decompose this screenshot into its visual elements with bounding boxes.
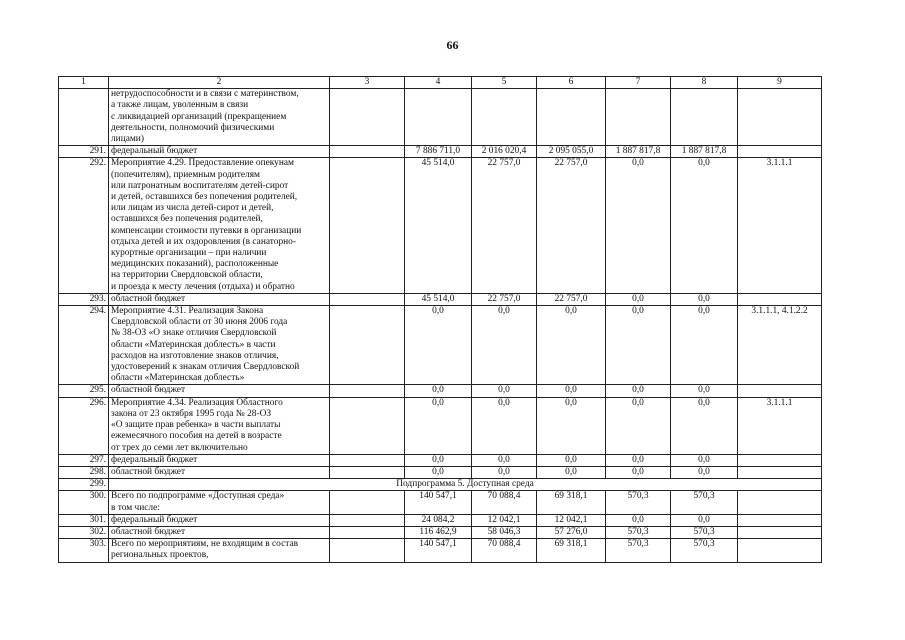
cell-c6: 0,0 [537, 397, 606, 454]
description-line: в том числе: [111, 502, 160, 513]
item-description [109, 146, 330, 158]
cell-c3 [330, 491, 405, 514]
description-line: закона от 23 октября 1995 года № 28-ОЗ [111, 408, 272, 419]
cell-c9 [738, 491, 822, 514]
cell-c6: 69 318,1 [537, 491, 606, 514]
description-line: компенсации стоимости путевки в организации [111, 225, 302, 236]
row-number: 302. [59, 526, 109, 538]
table-row [59, 466, 822, 478]
description-line: Мероприятие 4.34. Реализация Областного [111, 397, 283, 408]
cell-c4: 140 547,1 [405, 491, 472, 514]
description-line: или лицам из числа детей-сирот и детей, [111, 203, 274, 214]
description-line: деятельности, полномочий физическими [111, 122, 275, 133]
item-description [109, 539, 330, 562]
table-row [59, 539, 822, 562]
column-header: 5 [472, 77, 537, 89]
cell-c4: 0,0 [405, 397, 472, 454]
cell-c8: 0,0 [671, 158, 738, 293]
cell-c8: 0,0 [671, 385, 738, 397]
item-description [109, 526, 330, 538]
row-number: 291. [59, 146, 109, 158]
cell-c5: 70 088,4 [472, 539, 537, 562]
cell-c9 [738, 146, 822, 158]
cell-c5: 0,0 [472, 466, 537, 478]
table-row [59, 158, 822, 293]
cell-c7: 570,3 [606, 491, 671, 514]
table-row [59, 385, 822, 397]
cell-c6: 0,0 [537, 454, 606, 466]
cell-c4: 0,0 [405, 306, 472, 385]
description-line: отдыха детей и их оздоровления (в санаторно- [111, 236, 296, 247]
description-line: Мероприятие 4.29. Предоставление опекунам [111, 158, 294, 169]
row-number: 301. [59, 514, 109, 526]
description-line: нетрудоспособности и в связи с материнством, [111, 89, 299, 100]
cell-c9: 3.1.1.1 [738, 158, 822, 293]
cell-c8: 0,0 [671, 514, 738, 526]
cell-c6: 57 276,0 [537, 526, 606, 538]
table-row [59, 146, 822, 158]
table-row [59, 514, 822, 526]
table-row [59, 526, 822, 538]
cell-c5: 22 757,0 [472, 158, 537, 293]
description-line: федеральный бюджет [111, 514, 198, 525]
column-header: 8 [671, 77, 738, 89]
cell-c6: 12 042,1 [537, 514, 606, 526]
item-description [109, 293, 330, 305]
cell-c5: 0,0 [472, 306, 537, 385]
description-line: или патронатным воспитателям детей-сирот [111, 180, 289, 191]
cell-c4: 24 084,2 [405, 514, 472, 526]
description-line: областной бюджет [111, 385, 186, 396]
table-row [59, 397, 822, 454]
cell-c8: 570,3 [671, 491, 738, 514]
description-line: областной бюджет [111, 466, 186, 477]
cell-c9: 3.1.1.1 [738, 397, 822, 454]
item-description [109, 306, 330, 385]
cell-c4: 45 514,0 [405, 293, 472, 305]
description-line: расходов на изготовление знаков отличия, [111, 350, 279, 361]
cell-c7: 0,0 [606, 385, 671, 397]
description-line: медицинских показаний), расположенные [111, 259, 279, 270]
cell-c3 [330, 466, 405, 478]
cell-c9 [738, 526, 822, 538]
cell-c8: 0,0 [671, 397, 738, 454]
cell-c7: 0,0 [606, 514, 671, 526]
cell-c3 [330, 158, 405, 293]
cell-c9 [738, 454, 822, 466]
cell-c8: 0,0 [671, 293, 738, 305]
cell-c3 [330, 526, 405, 538]
column-header: 7 [606, 77, 671, 89]
cell-c5: 70 088,4 [472, 491, 537, 514]
description-line: и проезда к месту лечения (отдыха) и обратно [111, 281, 295, 292]
row-number: 296. [59, 397, 109, 454]
cell-c6: 0,0 [537, 385, 606, 397]
item-description [109, 454, 330, 466]
cell-c9: 3.1.1.1, 4.1.2.2 [738, 306, 822, 385]
description-line: а также лицам, уволенным в связи [111, 100, 249, 111]
row-number: 293. [59, 293, 109, 305]
item-description [109, 385, 330, 397]
cell-c4: 0,0 [405, 454, 472, 466]
description-line: Свердловской области от 30 июня 2006 года [111, 317, 288, 328]
cell-c7: 570,3 [606, 526, 671, 538]
row-number: 294. [59, 306, 109, 385]
cell-c3 [330, 454, 405, 466]
cell-c6: 0,0 [537, 466, 606, 478]
cell-c6: 69 318,1 [537, 539, 606, 562]
column-header: 9 [738, 77, 822, 89]
cell-c4: 116 462,9 [405, 526, 472, 538]
description-line: «О защите прав ребенка» в части выплаты [111, 420, 281, 431]
cell-c8: 570,3 [671, 526, 738, 538]
description-line: Всего по подпрограмме «Доступная среда» [111, 491, 285, 502]
description-line: федеральный бюджет [111, 454, 198, 465]
cell-c4 [405, 89, 472, 146]
subprogram-heading: Подпрограмма 5. Доступная среда [109, 479, 822, 491]
budget-table [58, 76, 822, 563]
row-number: 298. [59, 466, 109, 478]
row-number: 297. [59, 454, 109, 466]
description-line: № 38-ОЗ «О знаке отличия Свердловской [111, 328, 277, 339]
column-header: 3 [330, 77, 405, 89]
cell-c4: 0,0 [405, 385, 472, 397]
cell-c3 [330, 293, 405, 305]
cell-c5: 0,0 [472, 385, 537, 397]
cell-c7: 0,0 [606, 466, 671, 478]
description-line: лицами) [111, 134, 144, 145]
description-line: ежемесячного пособия на детей в возрасте [111, 431, 282, 442]
row-number [59, 89, 109, 146]
description-line: на территории Свердловской области, [111, 270, 263, 281]
cell-c8: 1 887 817,8 [671, 146, 738, 158]
cell-c5: 22 757,0 [472, 293, 537, 305]
row-number: 299. [59, 479, 109, 491]
item-description [109, 466, 330, 478]
row-number: 292. [59, 158, 109, 293]
description-line: удостоверений к знакам отличия Свердловской [111, 362, 300, 373]
cell-c4: 0,0 [405, 466, 472, 478]
cell-c3 [330, 89, 405, 146]
column-header: 6 [537, 77, 606, 89]
item-description [109, 491, 330, 514]
table-row [59, 479, 822, 491]
item-description [109, 397, 330, 454]
item-description [109, 89, 330, 146]
cell-c4: 140 547,1 [405, 539, 472, 562]
cell-c7: 0,0 [606, 158, 671, 293]
cell-c3 [330, 385, 405, 397]
cell-c8: 0,0 [671, 306, 738, 385]
cell-c3 [330, 539, 405, 562]
cell-c5: 12 042,1 [472, 514, 537, 526]
description-line: областной бюджет [111, 293, 186, 304]
description-line: Всего по мероприятиям, не входящим в состав [111, 539, 299, 550]
column-header: 4 [405, 77, 472, 89]
cell-c4: 45 514,0 [405, 158, 472, 293]
cell-c3 [330, 514, 405, 526]
cell-c3 [330, 146, 405, 158]
description-line: от трех до семи лет включительно [111, 442, 248, 453]
row-number: 300. [59, 491, 109, 514]
table-row [59, 89, 822, 146]
table-row [59, 454, 822, 466]
cell-c8: 0,0 [671, 454, 738, 466]
description-line: оставшихся без попечения родителей, [111, 214, 263, 225]
cell-c7: 570,3 [606, 539, 671, 562]
cell-c7: 0,0 [606, 306, 671, 385]
description-line: федеральный бюджет [111, 146, 198, 157]
cell-c9 [738, 514, 822, 526]
row-number: 295. [59, 385, 109, 397]
table-row [59, 491, 822, 514]
description-line: и детей, оставшихся без попечения родителей, [111, 192, 298, 203]
cell-c7 [606, 89, 671, 146]
cell-c7: 1 887 817,8 [606, 146, 671, 158]
cell-c7: 0,0 [606, 454, 671, 466]
cell-c9 [738, 293, 822, 305]
cell-c3 [330, 397, 405, 454]
item-description [109, 514, 330, 526]
cell-c5: 58 046,3 [472, 526, 537, 538]
cell-c6: 2 095 055,0 [537, 146, 606, 158]
page-number: 66 [446, 38, 459, 52]
cell-c8 [671, 89, 738, 146]
cell-c3 [330, 306, 405, 385]
cell-c8: 0,0 [671, 466, 738, 478]
description-line: курортные организации – при наличии [111, 248, 267, 259]
description-line: (попечителям), приемным родителям [111, 169, 260, 180]
column-header: 2 [109, 77, 330, 89]
description-line: области «Материнская доблесть» в части [111, 339, 276, 350]
cell-c7: 0,0 [606, 293, 671, 305]
item-description [109, 158, 330, 293]
cell-c9 [738, 466, 822, 478]
cell-c6: 22 757,0 [537, 293, 606, 305]
cell-c6: 0,0 [537, 306, 606, 385]
table-row [59, 306, 822, 385]
column-number-row [59, 77, 822, 89]
description-line: Мероприятие 4.31. Реализация Закона [111, 306, 264, 317]
description-line: областной бюджет [111, 526, 186, 537]
cell-c4: 7 886 711,0 [405, 146, 472, 158]
cell-c5: 0,0 [472, 454, 537, 466]
row-number: 303. [59, 539, 109, 562]
cell-c7: 0,0 [606, 397, 671, 454]
cell-c9 [738, 385, 822, 397]
description-line: региональных проектов, [111, 550, 209, 561]
cell-c5 [472, 89, 537, 146]
table-row [59, 293, 822, 305]
description-line: с ликвидацией организаций (прекращением [111, 111, 287, 122]
cell-c9 [738, 89, 822, 146]
cell-c5: 0,0 [472, 397, 537, 454]
cell-c8: 570,3 [671, 539, 738, 562]
description-line: области «Материнская доблесть» [111, 373, 245, 384]
cell-c6 [537, 89, 606, 146]
cell-c5: 2 016 020,4 [472, 146, 537, 158]
cell-c9 [738, 539, 822, 562]
column-header: 1 [59, 77, 109, 89]
cell-c6: 22 757,0 [537, 158, 606, 293]
